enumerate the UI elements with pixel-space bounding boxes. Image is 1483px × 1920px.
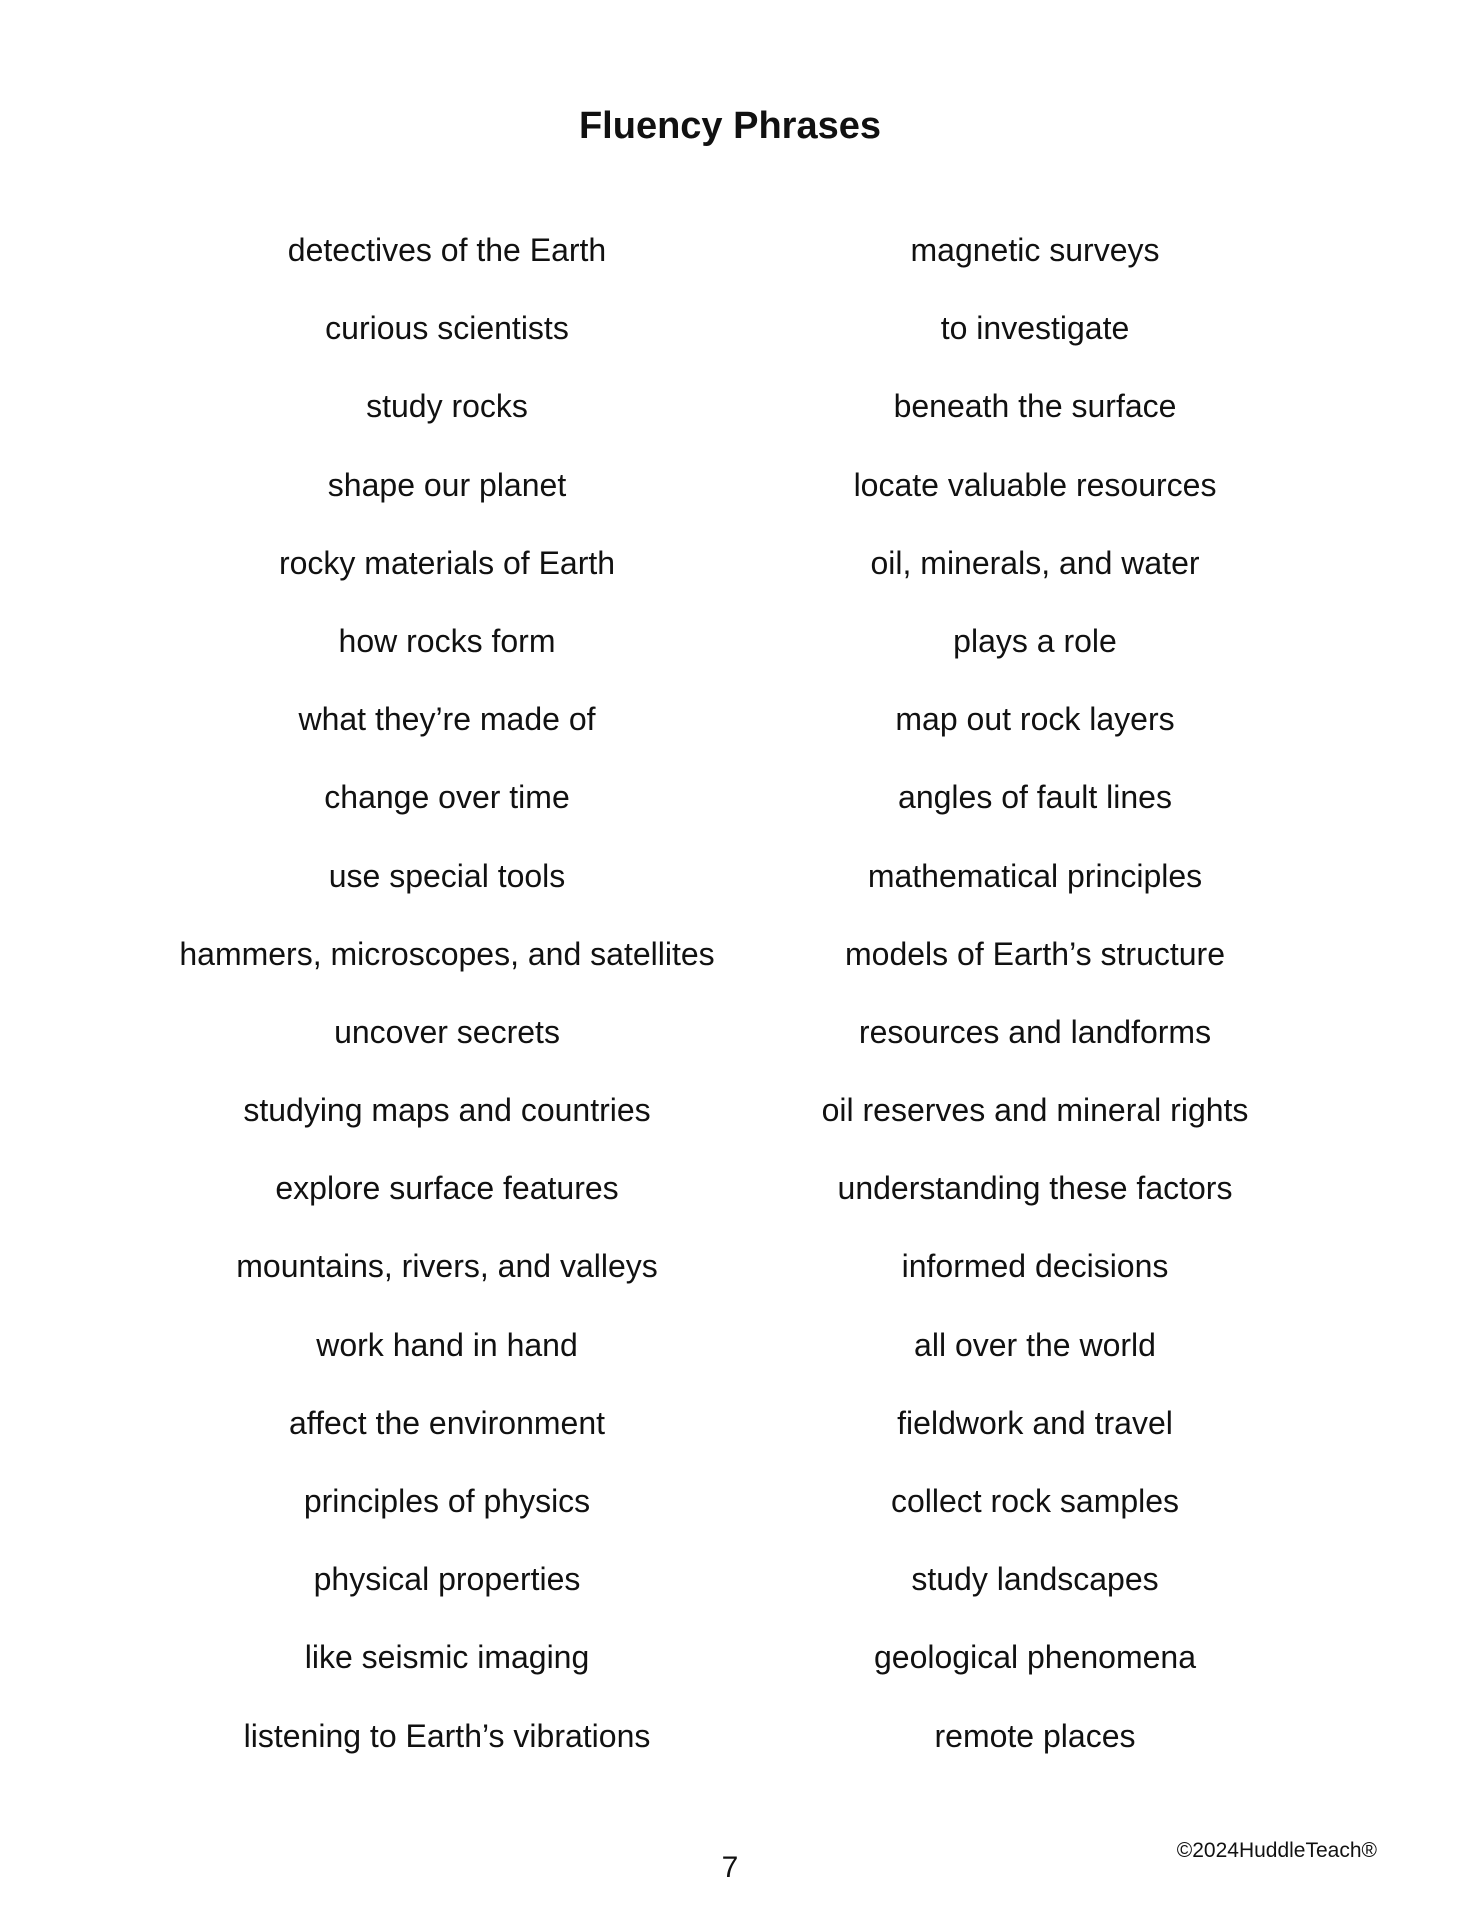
phrase-item: principles of physics (303, 1483, 591, 1519)
page-number: 7 (721, 1851, 739, 1884)
phrase-item: curious scientists (325, 310, 569, 347)
phrase-item: how rocks form (338, 622, 556, 659)
phrase-item: listening to Earth’s vibrations (243, 1717, 651, 1754)
phrase-item: study rocks (366, 388, 528, 425)
phrase-item: studying maps and countries (243, 1092, 651, 1129)
phrase-item: uncover secrets (334, 1013, 560, 1050)
phrase-item: mathematical principles (867, 857, 1203, 894)
phrase-item: oil, minerals, and water (870, 544, 1200, 581)
page-title: Fluency Phrases (578, 105, 882, 147)
phrase-item: explore surface features (275, 1170, 619, 1207)
phrase-item: detectives of the Earth (287, 232, 607, 268)
phrase-item: hammers, microscopes, and satellites (179, 935, 715, 972)
phrase-item: all over the world (914, 1326, 1156, 1363)
phrase-item: angles of fault lines (898, 779, 1172, 816)
phrase-item: plays a role (953, 622, 1117, 659)
phrase-item: fieldwork and travel (897, 1404, 1173, 1441)
phrase-item: magnetic surveys (910, 232, 1160, 268)
phrase-item: resources and landforms (858, 1013, 1212, 1050)
phrase-item: like seismic imaging (304, 1639, 590, 1676)
phrase-item: rocky materials of Earth (278, 544, 616, 581)
phrase-item: affect the environment (288, 1404, 606, 1441)
phrase-item: use special tools (328, 857, 566, 894)
phrase-item: map out rock layers (895, 701, 1175, 738)
phrase-item: shape our planet (327, 466, 567, 503)
phrase-item: to investigate (940, 310, 1130, 347)
phrase-item: remote places (934, 1717, 1136, 1754)
phrase-item: mountains, rivers, and valleys (236, 1248, 658, 1285)
phrase-item: geological phenomena (873, 1639, 1197, 1676)
phrase-item: change over time (324, 779, 570, 816)
phrase-item: understanding these factors (837, 1170, 1233, 1207)
phrase-item: collect rock samples (890, 1483, 1180, 1519)
phrase-item: physical properties (313, 1561, 581, 1598)
phrase-item: locate valuable resources (853, 466, 1217, 503)
phrase-item: beneath the surface (893, 388, 1177, 425)
phrase-item: what they’re made of (298, 701, 596, 738)
phrase-item: models of Earth’s structure (844, 935, 1225, 972)
right-phrase-column (725, 218, 1345, 1782)
phrase-item: oil reserves and mineral rights (821, 1092, 1249, 1129)
phrase-item: work hand in hand (316, 1326, 578, 1363)
copyright-notice: ©2024HuddleTeach® (1176, 1839, 1377, 1862)
left-phrase-column (137, 218, 757, 1782)
phrase-item: study landscapes (911, 1561, 1159, 1598)
phrase-item: informed decisions (901, 1248, 1169, 1285)
